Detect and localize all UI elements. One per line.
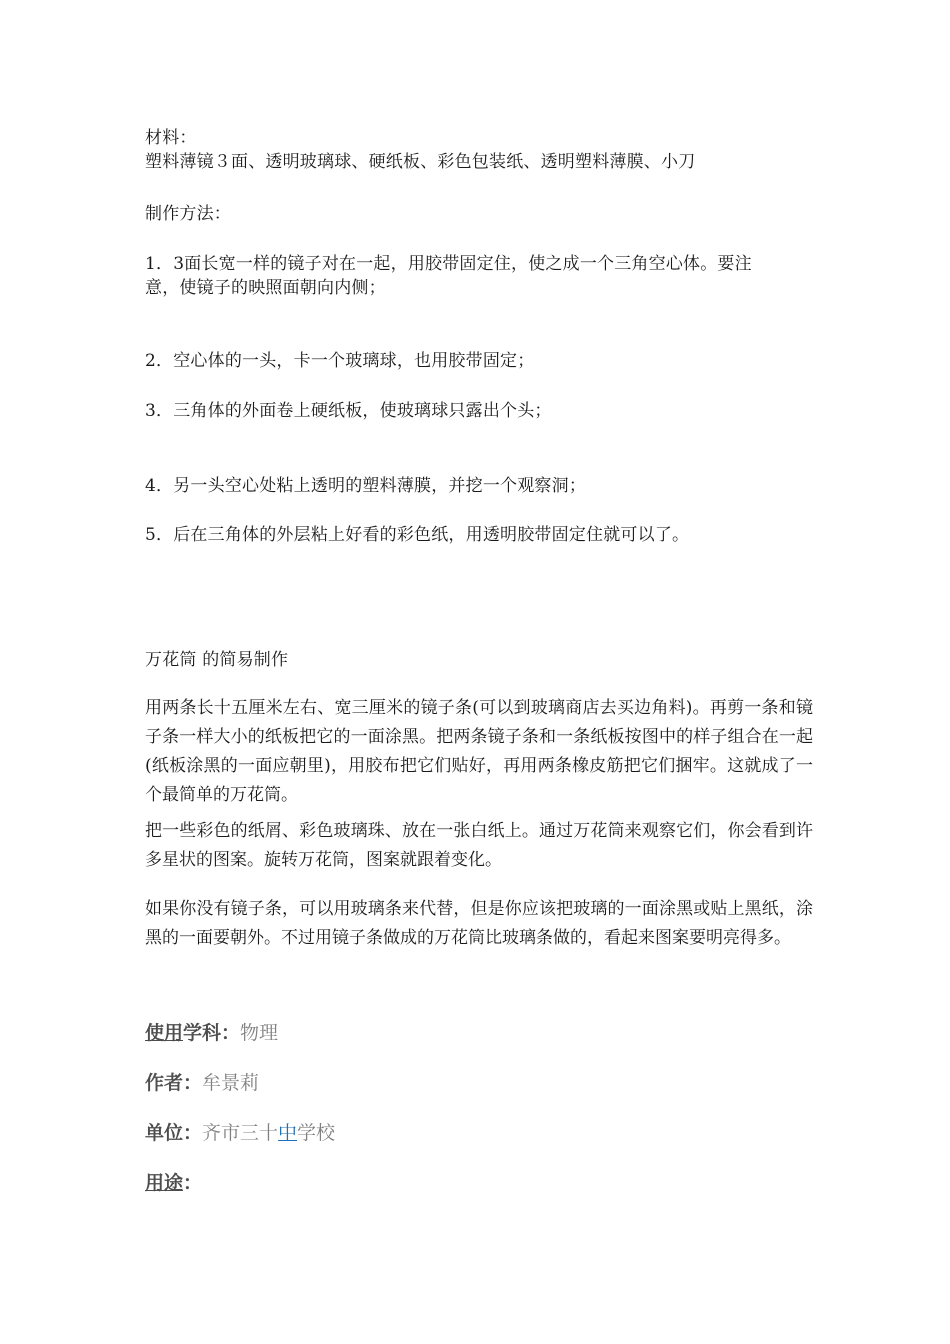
simple-paragraph-2: 把一些彩色的纸屑、彩色玻璃珠、放在一张白纸上。通过万花筒来观察它们，你会看到许多星状的图案。旋转万花筒，图案就跟着变化。	[145, 821, 813, 870]
step-2: 2．空心体的一头，卡一个玻璃球，也用胶带固定；	[145, 351, 535, 371]
materials-list: 塑料薄镜３面、透明玻璃球、硬纸板、彩色包装纸、透明塑料薄膜、小刀	[145, 152, 696, 172]
step-1-line-2: 意，使镜子的映照面朝向内侧；	[145, 278, 386, 298]
step-3: 3．三角体的外面卷上硬纸板，使玻璃球只露出个头；	[145, 401, 552, 421]
step-1-line-1: 1．3面长宽一样的镜子对在一起，用胶带固定住，使之成一个三角空心体。要注	[145, 254, 752, 274]
usage-row	[145, 1170, 202, 1196]
unit-value-a: 齐市三十	[202, 1122, 279, 1144]
unit-value-link[interactable]: 中	[278, 1122, 298, 1144]
step-4: 4．另一头空心处粘上透明的塑料薄膜，并挖一个观察洞；	[145, 476, 587, 496]
usage-link[interactable]: 用途	[145, 1172, 184, 1194]
subject-label: 学科：	[183, 1022, 241, 1044]
subject-link[interactable]: 使用	[145, 1022, 184, 1044]
author-row	[145, 1070, 259, 1096]
usage-label: ：	[183, 1172, 203, 1194]
simple-title: 万花筒 的简易制作	[145, 650, 289, 670]
author-label: 作者：	[145, 1072, 203, 1094]
unit-value-b: 学校	[297, 1122, 336, 1144]
simple-paragraph-3: 如果你没有镜子条，可以用玻璃条来代替，但是你应该把玻璃的一面涂黑或贴上黑纸，涂黑的一面要朝外。不过用镜子条做成的万花筒比玻璃条做的，看起来图案要明亮得多。	[145, 899, 813, 948]
materials-heading: 材料：	[145, 128, 197, 148]
unit-label: 单位：	[145, 1122, 203, 1144]
simple-paragraph-1: 用两条长十五厘米左右、宽三厘米的镜子条(可以到玻璃商店去买边角料)。再剪一条和镜子条一样大小的纸板把它的一面涂黑。把两条镜子条和一条纸板按图中的样子组合在一起(纸板涂黑的一面应朝里)，用胶布把它们贴好，再用两条橡皮筋把它们捆牢。这就成了一个最简单的万花筒。	[145, 698, 813, 805]
step-5: 5．后在三角体的外层粘上好看的彩色纸，用透明胶带固定住就可以了。	[145, 525, 690, 545]
method-heading: 制作方法：	[145, 204, 231, 224]
subject-value: 物理	[240, 1022, 279, 1044]
unit-row	[145, 1120, 335, 1146]
author-value: 牟景莉	[202, 1072, 260, 1094]
subject-row	[145, 1020, 278, 1046]
